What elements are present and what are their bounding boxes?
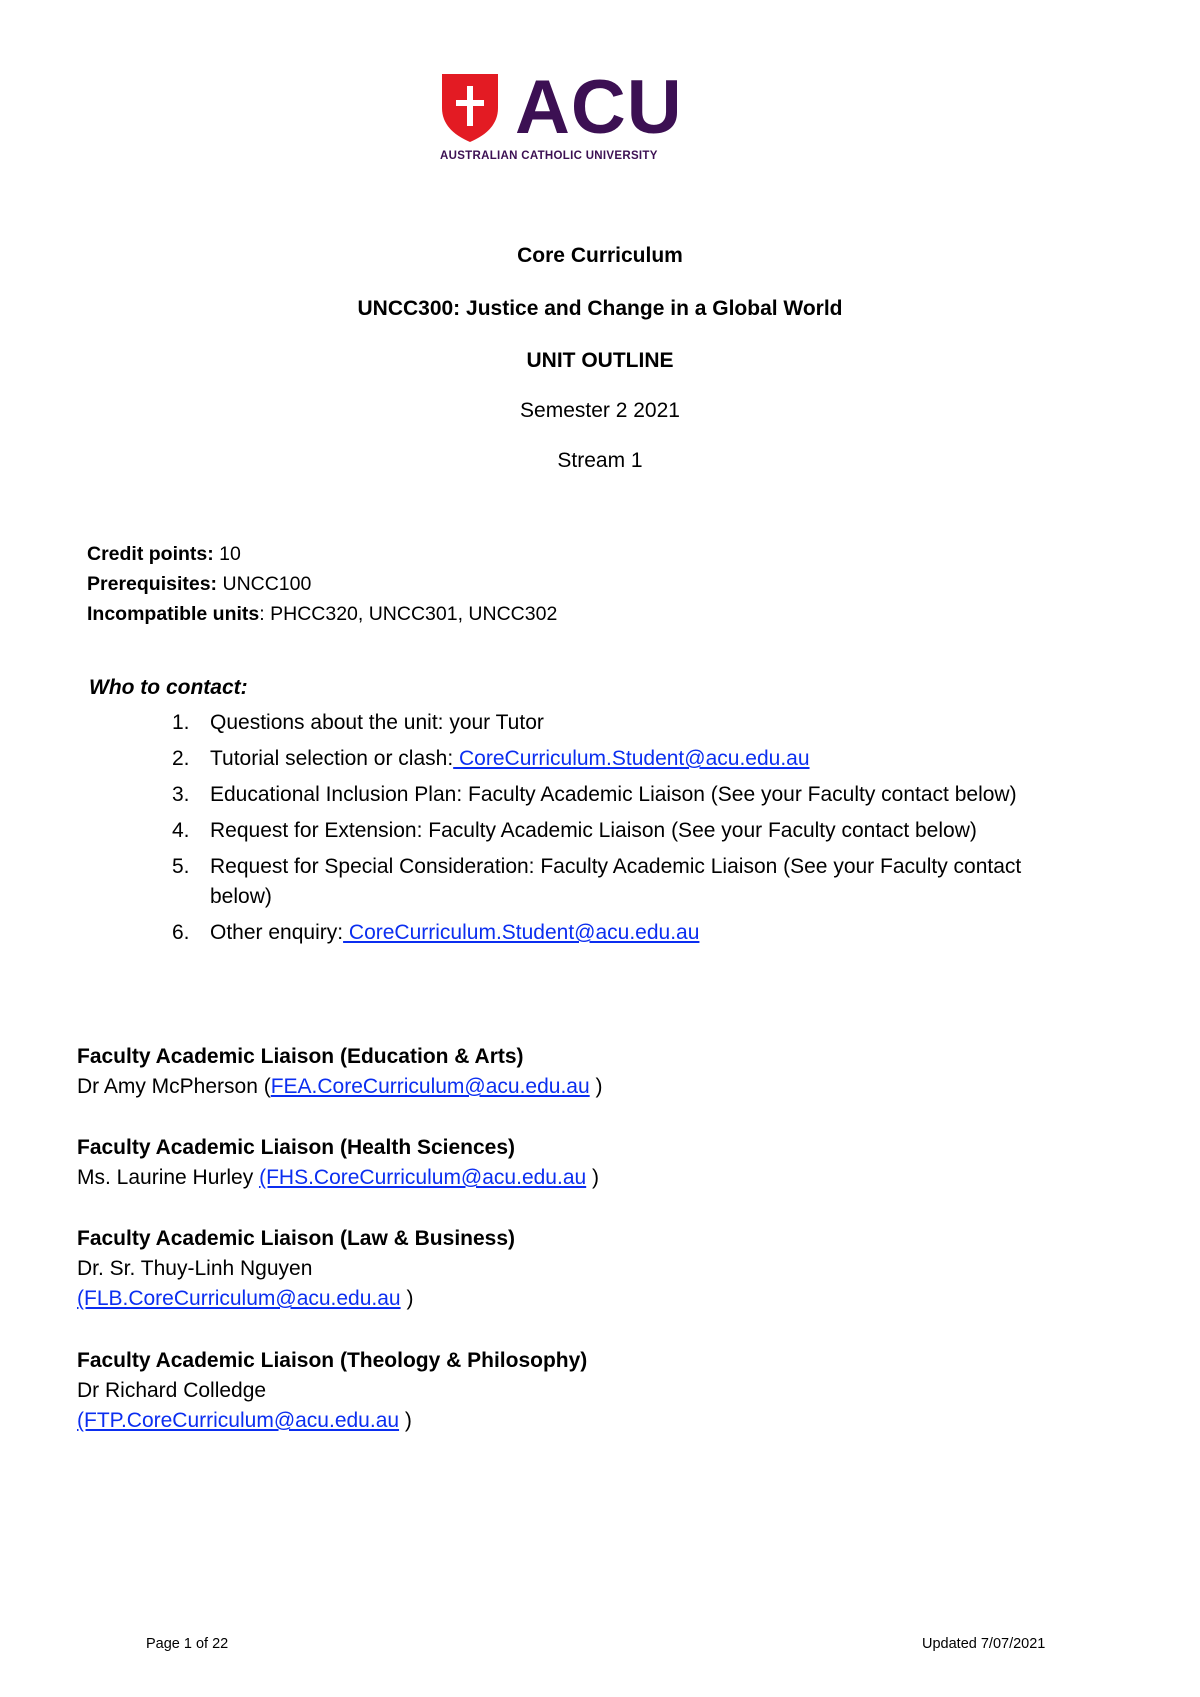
faculty-heading: Faculty Academic Liaison (Theology & Philosophy)	[77, 1349, 588, 1372]
list-number: 4.	[172, 819, 190, 842]
faculty-email-close: )	[400, 1287, 414, 1310]
list-item-text: Questions about the unit: your Tutor	[210, 711, 544, 734]
faculty-contact-name: Ms. Laurine Hurley	[77, 1166, 260, 1189]
faculty-heading: Faculty Academic Liaison (Education & Arts)	[77, 1045, 524, 1068]
list-number: 1.	[172, 711, 190, 734]
list-item-text: Request for Extension: Faculty Academic Liaison (See your Faculty contact below)	[210, 819, 977, 842]
contact-list	[172, 708, 1072, 954]
list-item	[172, 816, 1072, 846]
faculty-contact-line	[77, 1072, 603, 1102]
prerequisites-row	[87, 573, 311, 596]
unit-outline-heading: UNIT OUTLINE	[526, 349, 674, 372]
core-curriculum-email-link[interactable]: CoreCurriculum.Student@acu.edu.au	[453, 747, 810, 770]
list-number: 6.	[172, 921, 190, 944]
list-number: 5.	[172, 855, 190, 878]
list-number: 2.	[172, 747, 190, 770]
logo-wordmark: ACU	[515, 65, 683, 150]
acu-logo	[440, 65, 710, 170]
faculty-email-close: )	[586, 1166, 600, 1189]
prerequisites-label: Prerequisites:	[87, 573, 218, 595]
list-item	[172, 744, 1072, 774]
faculty-email-link[interactable]: (FLB.CoreCurriculum@acu.edu.au	[77, 1287, 401, 1310]
faculty-email-link[interactable]: (FHS.CoreCurriculum@acu.edu.au	[259, 1166, 587, 1189]
incompatible-units-value: : PHCC320, UNCC301, UNCC302	[259, 603, 558, 625]
list-item	[172, 780, 1072, 810]
logo-subtitle: AUSTRALIAN CATHOLIC UNIVERSITY	[440, 150, 658, 162]
faculty-contact-name: Dr Richard Colledge	[77, 1379, 267, 1402]
list-item-text: Request for Special Consideration: Faculty Academic Liaison (See your Faculty contact below)	[210, 855, 1022, 908]
faculty-contact-name: Dr. Sr. Thuy-Linh Nguyen	[77, 1257, 313, 1280]
credit-points-row	[87, 543, 241, 566]
list-item	[172, 708, 1072, 738]
faculty-email-link[interactable]: (FTP.CoreCurriculum@acu.edu.au	[77, 1409, 400, 1432]
list-item-text: Tutorial selection or clash:	[210, 747, 454, 770]
list-item	[172, 852, 1072, 912]
faculty-email-close: )	[589, 1075, 603, 1098]
faculty-contact-line	[77, 1163, 599, 1193]
faculty-liaison-law-business	[77, 1224, 515, 1314]
who-to-contact-heading: Who to contact:	[89, 676, 248, 699]
list-number: 3.	[172, 783, 190, 806]
prerequisites-value: UNCC100	[217, 573, 312, 595]
faculty-contact-line	[77, 1406, 587, 1436]
faculty-heading: Faculty Academic Liaison (Health Sciences)	[77, 1136, 516, 1159]
faculty-contact-line	[77, 1284, 515, 1314]
credit-points-label: Credit points:	[87, 543, 214, 565]
updated-date: Updated 7/07/2021	[922, 1636, 1046, 1652]
unit-title: UNCC300: Justice and Change in a Global World	[357, 297, 843, 320]
faculty-liaison-theology-philosophy	[77, 1346, 587, 1436]
page-number: Page 1 of 22	[146, 1636, 229, 1652]
incompatible-units-row	[87, 603, 557, 626]
faculty-liaison-health-sciences	[77, 1133, 599, 1193]
semester-label: Semester 2 2021	[520, 399, 680, 422]
incompatible-units-label: Incompatible units	[87, 603, 260, 625]
core-curriculum-email-link[interactable]: CoreCurriculum.Student@acu.edu.au	[343, 921, 700, 944]
list-item-text: Other enquiry:	[210, 921, 344, 944]
shield-cross-icon	[440, 72, 500, 144]
faculty-email-link[interactable]: FEA.CoreCurriculum@acu.edu.au	[270, 1075, 590, 1098]
faculty-heading: Faculty Academic Liaison (Law & Business)	[77, 1227, 516, 1250]
faculty-email-close: )	[399, 1409, 412, 1432]
credit-points-value: 10	[213, 543, 241, 565]
list-item	[172, 918, 1072, 948]
faculty-liaison-education-arts	[77, 1042, 603, 1102]
core-curriculum-heading: Core Curriculum	[517, 244, 683, 267]
stream-label: Stream 1	[557, 449, 643, 472]
list-item-text: Educational Inclusion Plan: Faculty Academic Liaison (See your Faculty contact below)	[210, 783, 1017, 806]
faculty-contact-name: Dr Amy McPherson (	[77, 1075, 271, 1098]
